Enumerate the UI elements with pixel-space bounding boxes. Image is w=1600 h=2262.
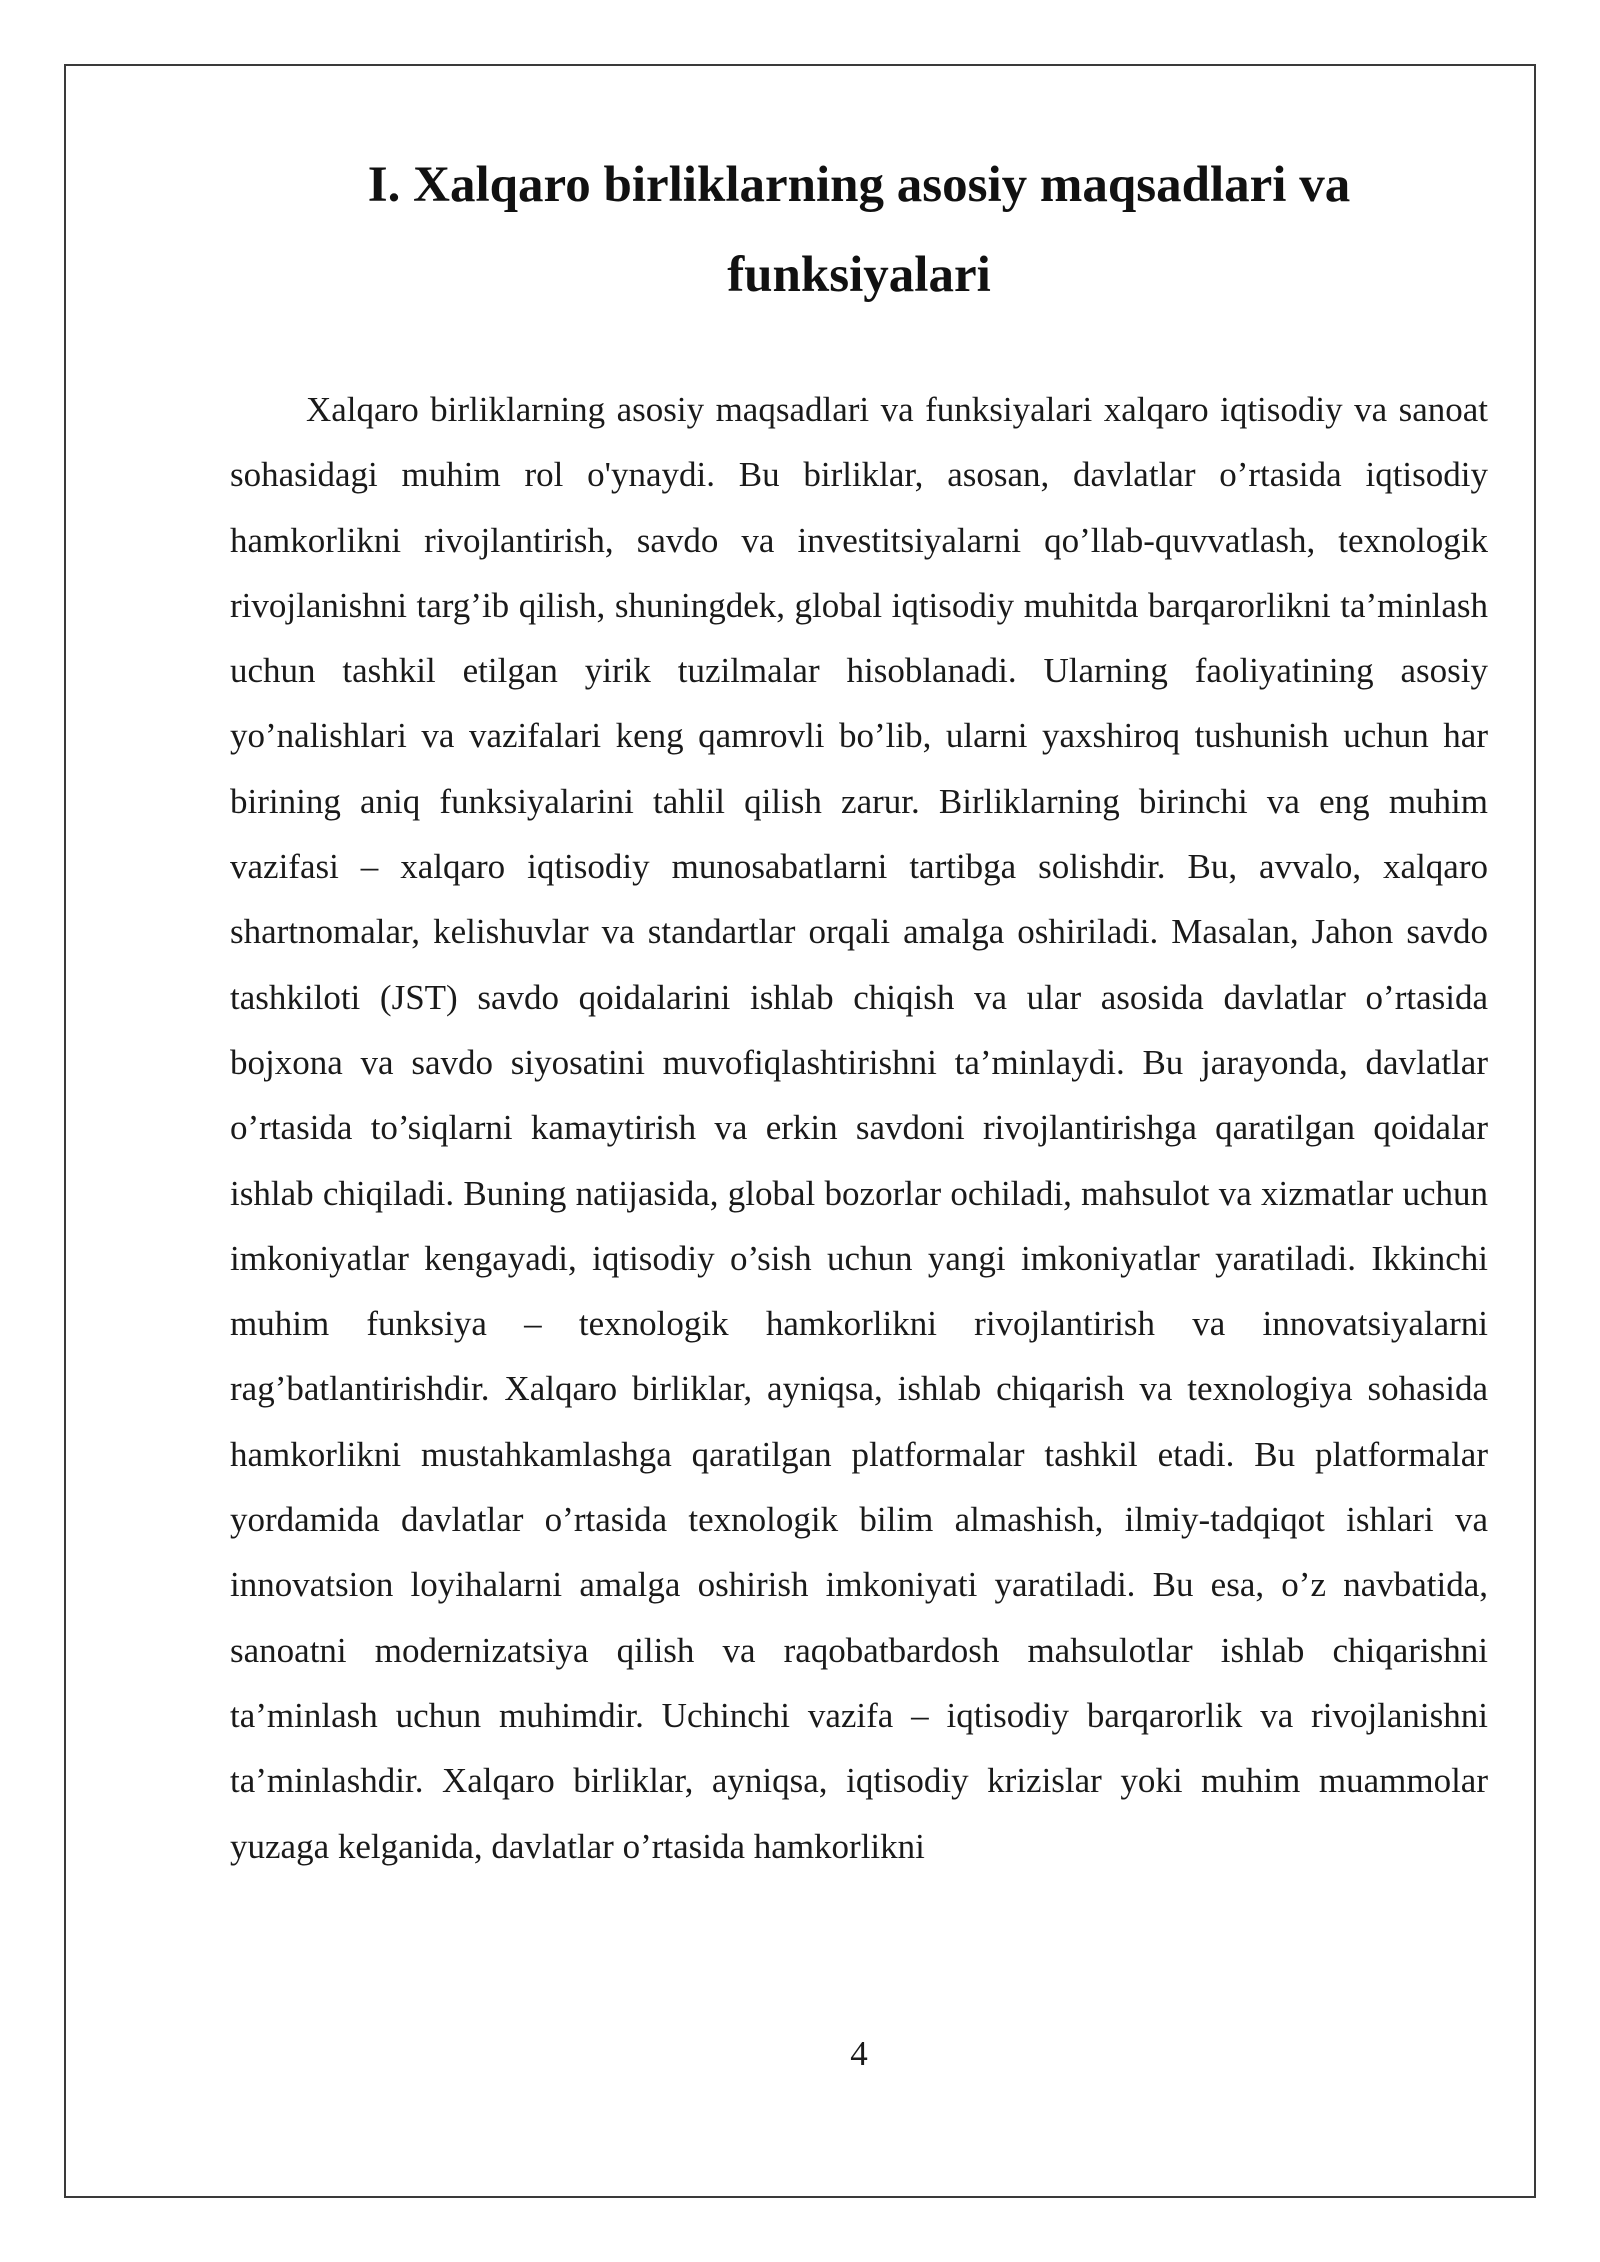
body-paragraph: Xalqaro birliklarning asosiy maqsadlari va funksiyalari xalqaro iqtisodiy va sanoat sohasidagi muhim rol o'ynaydi. Bu birliklar, asosan, davlatlar o’rtasida iqtisodiy hamkorlikni rivojlantirish, savdo va investitsiyalarni qo’llab-quvvatlash, texnologik rivojlanishni targ’ib qilish, shuningdek, global iqtisodiy muhitda barqarorlikni ta’minlash uchun tashkil etilgan yirik tuzilmalar hisoblanadi. Ularning faoliyatining asosiy yo’nalishlari va vazifalari keng qamrovli bo’lib, ularni yaxshiroq tushunish uchun har birining aniq funksiyalarini tahlil qilish zarur. Birliklarning birinchi va eng muhim vazifasi – xalqaro iqtisodiy munosabatlarni tartibga solishdir. Bu, avvalo, xalqaro shartnomalar, kelishuvlar va standartlar orqali amalga oshiriladi. Masalan, Jahon savdo tashkiloti (JST) savdo qoidalarini ishlab chiqish va ular asosida davlatlar o’rtasida bojxona va savdo siyosatini muvofiqlashtirishni ta’minlaydi. Bu jarayonda, davlatlar o’rtasida to’siqlarni kamaytirish va erkin savdoni rivojlantirishga qaratilgan qoidalar ishlab chiqiladi. Buning natijasida, global bozorlar ochiladi, mahsulot va xizmatlar uchun imkoniyatlar kengayadi, iqtisodiy o’sish uchun yangi imkoniyatlar yaratiladi. Ikkinchi muhim funksiya – texnologik hamkorlikni rivojlantirish va innovatsiyalarni rag’batlantirishdir. Xalqaro birliklar, ayniqsa, ishlab chiqarish va texnologiya sohasida hamkorlikni mustahkamlashga qaratilgan platformalar tashkil etadi. Bu platformalar yordamida davlatlar o’rtasida texnologik bilim almashish, ilmiy-tadqiqot ishlari va innovatsion loyihalarni amalga oshirish imkoniyati yaratiladi. Bu esa, o’z navbatida, sanoatni modernizatsiya qilish va raqobatbardosh mahsulotlar ishlab chiqarishni ta’minlash uchun muhimdir. Uchinchi vazifa – iqtisodiy barqarorlik va rivojlanishni ta’minlashdir. Xalqaro birliklar, ayniqsa, iqtisodiy krizislar yoki muhim muammolar yuzaga kelganida, davlatlar o’rtasida hamkorlikni [230, 390, 1488, 1866]
page-number: 4 [850, 2034, 868, 2073]
document-title: I. Xalqaro birliklarning asosiy maqsadlari va funksiyalari [367, 157, 1351, 303]
